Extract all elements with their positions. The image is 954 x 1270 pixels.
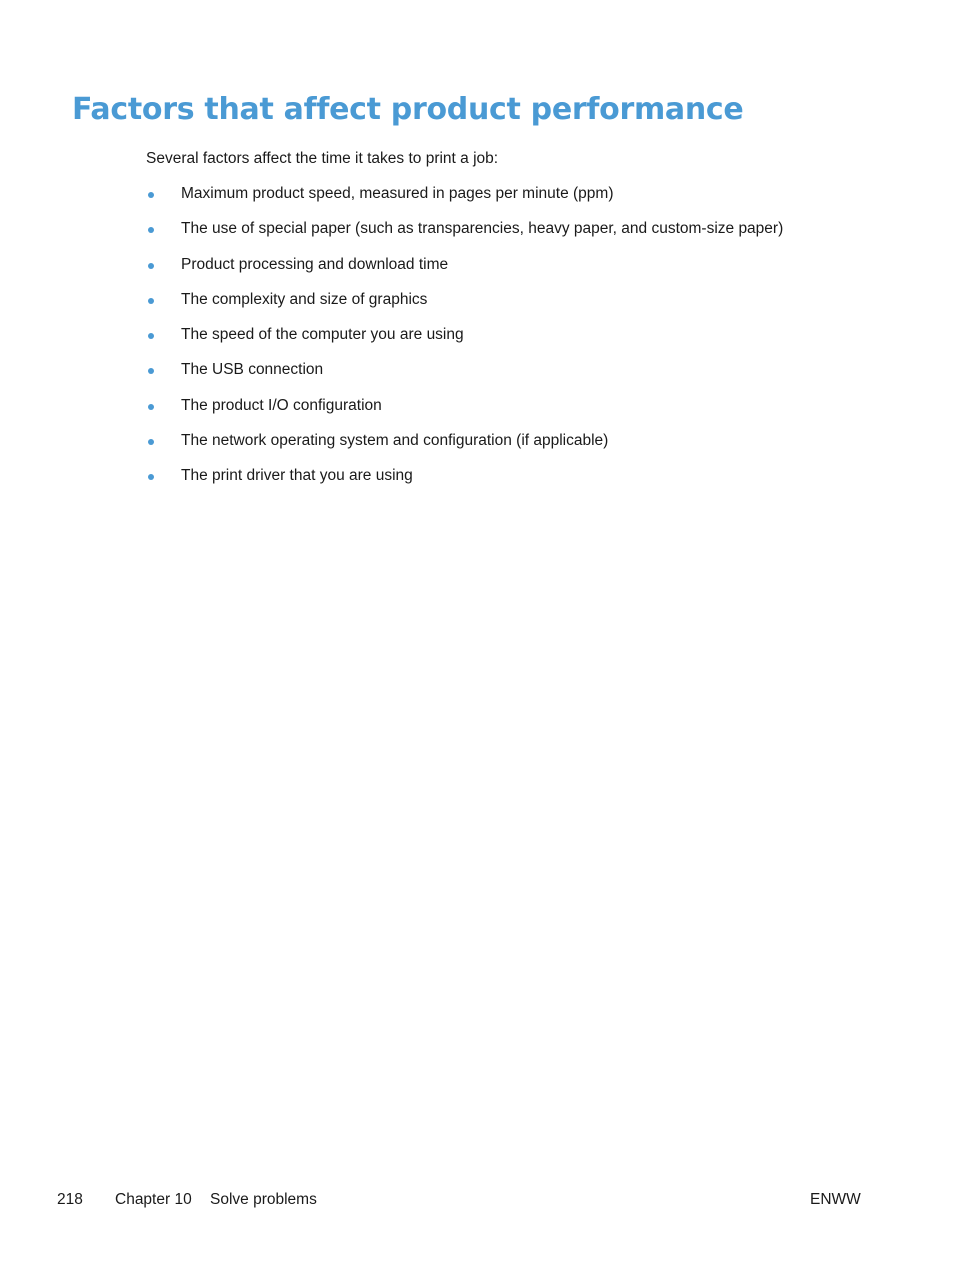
list-item-text: The complexity and size of graphics: [181, 290, 428, 308]
bullet-dot-icon: [148, 474, 154, 480]
list-item-text: The use of special paper (such as transparencies, heavy paper, and custom-size paper): [181, 220, 784, 238]
list-item: [146, 466, 783, 501]
bullet-dot-icon: [148, 227, 154, 233]
list-item: [146, 325, 783, 360]
list-item: [146, 290, 783, 325]
footer-page-number: 218: [57, 1191, 83, 1208]
list-item: [146, 360, 783, 395]
list-item-text: Maximum product speed, measured in pages per minute (ppm): [181, 185, 614, 202]
intro-paragraph: Several factors affect the time it takes to print a job:: [146, 150, 499, 167]
bullet-dot-icon: [148, 298, 154, 304]
bullet-dot-icon: [148, 333, 154, 339]
list-item: [146, 219, 783, 254]
list-item-text: The print driver that you are using: [181, 467, 413, 485]
list-item: [146, 184, 783, 219]
list-item: [146, 396, 783, 431]
list-item-text: The speed of the computer you are using: [181, 326, 464, 344]
page-footer: [0, 1190, 954, 1212]
bullet-dot-icon: [148, 404, 154, 410]
bullet-dot-icon: [148, 192, 154, 198]
bullet-dot-icon: [148, 263, 154, 269]
list-item: [146, 255, 783, 290]
bullet-dot-icon: [148, 439, 154, 445]
footer-edition-code: ENWW: [810, 1191, 861, 1208]
factor-list: [146, 184, 783, 502]
list-item-text: Product processing and download time: [181, 255, 449, 273]
list-item: [146, 431, 783, 466]
list-item-text: The network operating system and configuration (if applicable): [181, 432, 609, 450]
footer-section-title: Solve problems: [210, 1191, 317, 1208]
list-item-text: The USB connection: [181, 361, 324, 379]
list-item-text: The product I/O configuration: [181, 396, 382, 414]
bullet-dot-icon: [148, 368, 154, 374]
page-title: Factors that affect product performance: [72, 92, 744, 127]
footer-chapter: Chapter 10: [115, 1191, 192, 1208]
